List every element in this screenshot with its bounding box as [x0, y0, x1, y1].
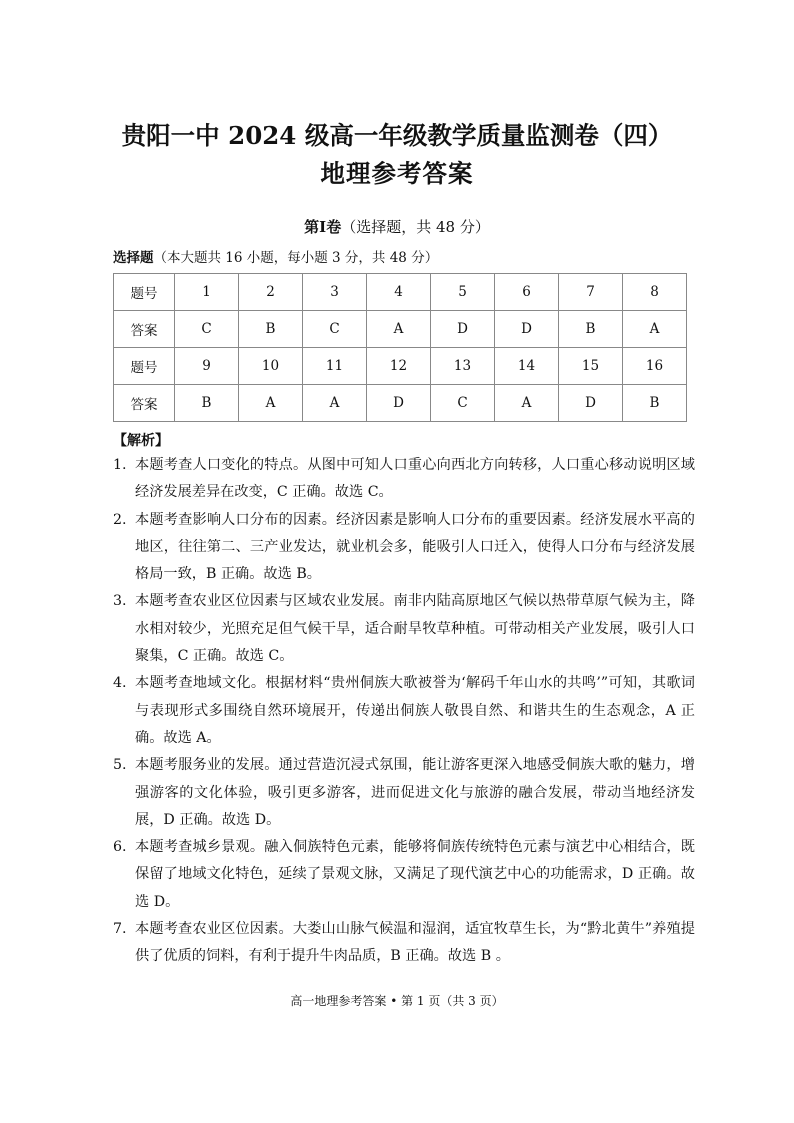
analysis-item — [113, 507, 695, 589]
answer-cell: A — [623, 311, 687, 348]
answer-cell: A — [367, 311, 431, 348]
analysis-list — [113, 452, 695, 971]
analysis-heading: 【解析】 — [113, 433, 169, 449]
answer-cell: D — [559, 385, 623, 422]
question-number-cell: 3 — [303, 274, 367, 311]
analysis-item-number: 1. — [113, 457, 127, 473]
answer-cell: D — [367, 385, 431, 422]
answer-cell: D — [431, 311, 495, 348]
question-number-cell: 5 — [431, 274, 495, 311]
answer-cell: C — [175, 311, 239, 348]
question-number-cell: 9 — [175, 348, 239, 385]
section-heading — [0, 216, 794, 237]
answer-table — [113, 273, 687, 422]
analysis-item-text: 本题考查城乡景观。融入侗族特色元素，能够将侗族传统特色元素与演艺中心相结合，既保留了地域文化特色，延续了景观文脉，又满足了现代演艺中心的功能需求，D 正确。故选 D。 — [135, 839, 695, 910]
question-number-cell: 12 — [367, 348, 431, 385]
analysis-item-number: 4. — [113, 675, 127, 692]
answer-cell: B — [559, 311, 623, 348]
question-header-cell: 题号 — [114, 348, 175, 385]
document-title: 贵阳一中 2024 级高一年级教学质量监测卷（四） — [121, 121, 673, 150]
question-number-cell: 8 — [623, 274, 687, 311]
analysis-item — [113, 588, 695, 670]
analysis-item-text: 本题考查影响人口分布的因素。经济因素是影响人口分布的重要因素。经济发展水平高的地区，往往第二、三产业发达，就业机会多，能吸引人口迁入，使得人口分布与经济发展格局一致，B 正确。故选 B。 — [135, 511, 695, 583]
answer-cell: A — [495, 385, 559, 422]
question-number-cell: 2 — [239, 274, 303, 311]
analysis-item — [113, 916, 695, 971]
question-number-cell: 10 — [239, 348, 303, 385]
answer-header-cell: 答案 — [114, 311, 175, 348]
answer-header-cell: 答案 — [114, 385, 175, 422]
analysis-item — [113, 452, 695, 507]
choice-label: 选择题 — [113, 250, 154, 266]
analysis-item — [113, 752, 695, 834]
choice-description: （本大题共 16 小题，每小题 3 分，共 48 分） — [153, 250, 439, 266]
answer-cell: B — [175, 385, 239, 422]
analysis-item-number: 3. — [113, 593, 127, 610]
analysis-item-number: 6. — [113, 839, 127, 856]
answer-cell: A — [303, 385, 367, 422]
section-title-rest: （选择题，共 48 分） — [341, 218, 490, 236]
question-number-cell: 13 — [431, 348, 495, 385]
answer-cell: A — [239, 385, 303, 422]
analysis-item-text: 本题考服务业的发展。通过营造沉浸式氛围，能让游客更深入地感受侗族大歌的魅力，增强游客的文化体验，吸引更多游客，进而促进文化与旅游的融合发展，带动当地经济发展，D 正确。故选 D。 — [135, 757, 695, 828]
choice-instructions — [113, 246, 438, 266]
answer-cell: C — [303, 311, 367, 348]
question-header-cell: 题号 — [114, 274, 175, 311]
analysis-item-text: 本题考查人口变化的特点。从图中可知人口重心向西北方向转移，人口重心移动说明区域经济发展差异在改变，C 正确。故选 C。 — [135, 457, 695, 501]
answer-row — [114, 311, 687, 348]
question-number-row — [114, 274, 687, 311]
question-number-cell: 16 — [623, 348, 687, 385]
answer-cell: B — [239, 311, 303, 348]
page-footer: 高一地理参考答案 • 第 1 页（共 3 页） — [290, 994, 504, 1008]
analysis-item-text: 本题考查农业区位因素。大娄山山脉气候温和湿润，适宜牧草生长，为“黔北黄牛”养殖提供了优质的饲料，有利于提升牛肉品质，B 正确。故选 B 。 — [135, 921, 695, 965]
analysis-item-number: 5. — [113, 757, 127, 774]
analysis-item-text: 本题考查地域文化。根据材料“贵州侗族大歌被誉为‘解码千年山水的共鸣’”可知，其歌词与表现形式多围绕自然环境展开，传递出侗族人敬畏自然、和谐共生的生态观念，A 正确。故选 A。 — [135, 675, 695, 746]
answer-row — [114, 385, 687, 422]
question-number-cell: 11 — [303, 348, 367, 385]
analysis-item — [113, 834, 695, 916]
question-number-cell: 1 — [175, 274, 239, 311]
question-number-cell: 14 — [495, 348, 559, 385]
question-number-cell: 15 — [559, 348, 623, 385]
answer-cell: D — [495, 311, 559, 348]
analysis-item-text: 本题考查农业区位因素与区域农业发展。南非内陆高原地区气候以热带草原气候为主，降水相对较少，光照充足但气候干旱，适合耐旱牧草种植。可带动相关产业发展，吸引人口聚集，C 正确。故选 C。 — [135, 593, 695, 665]
question-number-row — [114, 348, 687, 385]
answer-cell: B — [623, 385, 687, 422]
question-number-cell: 7 — [559, 274, 623, 311]
analysis-item — [113, 670, 695, 752]
document-subtitle: 地理参考答案 — [320, 159, 474, 188]
analysis-item-number: 7. — [113, 921, 127, 938]
section-title-bold: 第Ⅰ卷 — [304, 218, 342, 236]
question-number-cell: 4 — [367, 274, 431, 311]
question-number-cell: 6 — [495, 274, 559, 311]
analysis-item-number: 2. — [113, 511, 127, 528]
answer-cell: C — [431, 385, 495, 422]
